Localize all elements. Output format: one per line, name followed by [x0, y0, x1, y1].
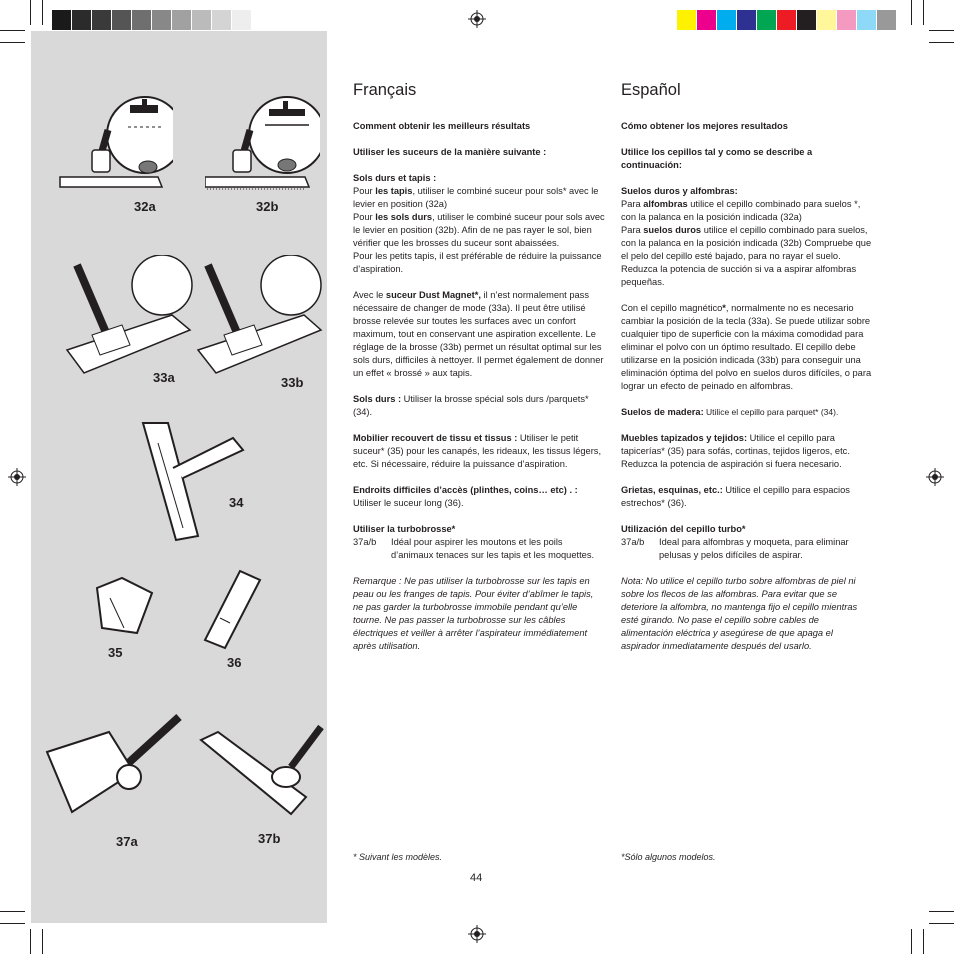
- registration-mark-bottom: [468, 925, 486, 943]
- color-swatch: [877, 10, 897, 30]
- color-swatch: [152, 10, 172, 30]
- color-swatch: [837, 10, 857, 30]
- crevice-nozzle-illustration: [200, 568, 265, 653]
- upholstery-nozzle-illustration: [92, 573, 157, 638]
- es-upholstery-paragraph: Muebles tapizados y tejidos: Utilice el cepillo para tapicerías* (35) para sofás, cortinas, tejidos ligeros, etc. Reduzca la potencia de aspiración si fuera necesario.: [621, 433, 850, 469]
- fr-footnote: * Suivant les modèles.: [353, 852, 443, 862]
- color-swatch: [697, 10, 717, 30]
- color-swatch: [212, 10, 232, 30]
- fr-upholstery-paragraph: Mobilier recouvert de tissu et tissus : Utiliser le petit suceur* (35) pour les canapés, les rideaux, les tissus légers, etc. Si nécessaire, réduire la puissance d’aspiration.: [353, 433, 602, 469]
- color-swatch: [717, 10, 737, 30]
- figure-label-33a: 33a: [153, 370, 175, 385]
- figure-label-37a: 37a: [116, 834, 138, 849]
- color-swatch: [857, 10, 877, 30]
- es-hard-floors-paragraph: Suelos duros y alfombras: Para alfombras utilice el cepillo combinado para suelos *, con la palanca en la posición indicada (32a) Para suelos duros utilice el cepillo combinado para suelos, con la palanca en la posición indicada (32b) Compruebe que el pelo del cepillo esté bajado, para no rayar el suelo. Reduzca la potencia de succión si va a aspirar alfombras pequeñas.: [621, 186, 872, 287]
- french-title: Français: [353, 81, 417, 99]
- es-wood-paragraph: Suelos de madera: Utilice el cepillo para parquet* (34).: [621, 407, 839, 417]
- dust-magnet-nozzle-illustration-b: [196, 255, 331, 385]
- figure-label-32b: 32b: [256, 199, 279, 214]
- es-note: Nota: No utilice el cepillo turbo sobre alfombras de piel ni sobre los flecos de las alfombras. Para evitar que se deteriore la alfombra, no mantenga fijo el cepillo mientras esté girando. No pase el cepillo sobre cables de alimentación eléctrica y asegúrese de que apaga el aspirador inmediatamente después del usarlo.: [621, 576, 858, 651]
- figure-label-35: 35: [108, 645, 123, 660]
- fr-remark: Remarque : Ne pas utiliser la turbobrosse sur les tapis en peau ou les franges de tapis. Pour éviter d’abîmer le tapis, ne pas garder la turbobrosse immobile pendant qu’elle tourne. Ne pas passer la turbobrosse sur les câbles électriques et veiller à arrêter l’aspirateur immédiatement après utilisation.: [353, 576, 594, 651]
- fr-heading-use: Utiliser les suceurs de la manière suivante :: [353, 147, 547, 157]
- color-swatch: [172, 10, 192, 30]
- color-swatch: [72, 10, 92, 30]
- figure-label-36: 36: [227, 655, 242, 670]
- registration-mark-left: [8, 468, 26, 486]
- turbo-brush-illustration: [44, 712, 184, 822]
- dust-magnet-nozzle-illustration-a: [62, 255, 197, 385]
- color-swatch: [797, 10, 817, 30]
- floor-nozzle-hardfloor-illustration: [205, 95, 320, 195]
- color-swatch: [737, 10, 757, 30]
- registration-mark-right: [926, 468, 944, 486]
- color-swatch: [677, 10, 697, 30]
- color-swatch: [777, 10, 797, 30]
- fr-heading-best-results: Comment obtenir les meilleurs résultats: [353, 121, 531, 131]
- figure-label-34: 34: [229, 495, 244, 510]
- fr-hard-floors-brush-paragraph: Sols durs : Utiliser la brosse spécial sols durs /parquets* (34).: [353, 394, 589, 417]
- color-calibration-strip: [677, 10, 897, 30]
- es-heading-use: Utilice los cepillos tal y como se describe a continuación:: [621, 147, 813, 170]
- figure-label-37b: 37b: [258, 831, 281, 846]
- floor-nozzle-carpet-illustration: [58, 95, 173, 195]
- fr-hard-floors-paragraph: Sols durs et tapis : Pour les tapis, utiliser le combiné suceur pour sols* avec le levier en position (32a) Pour les sols durs, utiliser le combiné suceur pour sols avec le levier en position (32b). Afin de ne pas rayer le sol, bien vérifier que les brosses du suceur sont abaissées. Pour les petits tapis, il est préférable de réduire la puissance d’aspiration.: [353, 173, 605, 274]
- figure-label-32a: 32a: [134, 199, 156, 214]
- grayscale-calibration-strip: [52, 10, 272, 30]
- spanish-column: [621, 80, 873, 666]
- spanish-title: Español: [621, 81, 681, 99]
- es-turbo-paragraph: Utilización del cepillo turbo* 37a/b Ideal para alfombras y moqueta, para eliminar pelusas y pelos difíciles de aspirar.: [621, 524, 849, 560]
- es-magnetic-paragraph: Con el cepillo magnético*, normalmente no es necesario cambiar la posición de la tecla (33a). Se puede utilizar sobre cualquier tipo de superficie con la máxima comodidad para eliminar el polvo con un óptimo resultado. El cepillo debe utilizarse en la posición indicada (33b) para conseguir una eliminación óptima del polvo en suelos duros difíciles, o para lograr un efecto de peinado en alfombras.: [621, 303, 872, 391]
- color-swatch: [252, 10, 272, 30]
- parquet-brush-illustration: [138, 418, 248, 543]
- color-swatch: [52, 10, 72, 30]
- fr-turbo-paragraph: Utiliser la turbobrosse* 37a/b Idéal pour aspirer les moutons et les poils d’animaux tenaces sur les tapis et les moquettes.: [353, 524, 595, 560]
- fr-heading-hard-floors: Sols durs et tapis :: [353, 173, 437, 183]
- es-heading-best-results: Cómo obtener los mejores resultados: [621, 121, 788, 131]
- es-crevice-paragraph: Grietas, esquinas, etc.: Utilice el cepillo para espacios estrechos* (36).: [621, 485, 850, 508]
- fr-dust-magnet-paragraph: Avec le suceur Dust Magnet*, il n’est normalement pass nécessaire de changer de mode (33a). Il peut être utilisé brosse relevée sur toutes les surfaces avec un confort maximum, tout en conservant une aspiration excellente. Le réglage de la brosse (33b) permet un résultat optimal sur les sols durs, difficiles à nettoyer. Il permet également de donner un effet « brossé » aux tapis.: [353, 290, 604, 378]
- es-heading-hard-floors: Suelos duros y alfombras:: [621, 186, 738, 196]
- es-footnote: *Sólo algunos modelos.: [621, 852, 716, 862]
- figure-label-33b: 33b: [281, 375, 304, 390]
- color-swatch: [132, 10, 152, 30]
- color-swatch: [232, 10, 252, 30]
- color-swatch: [92, 10, 112, 30]
- floor-nozzle-alt-illustration: [196, 722, 326, 822]
- french-column: [353, 80, 605, 666]
- color-swatch: [757, 10, 777, 30]
- color-swatch: [817, 10, 837, 30]
- registration-mark-top: [468, 10, 486, 28]
- color-swatch: [112, 10, 132, 30]
- color-swatch: [192, 10, 212, 30]
- fr-crevice-paragraph: Endroits difficiles d’accès (plinthes, coins… etc) . : Utiliser le suceur long (36).: [353, 485, 578, 508]
- page-number: 44: [470, 872, 483, 884]
